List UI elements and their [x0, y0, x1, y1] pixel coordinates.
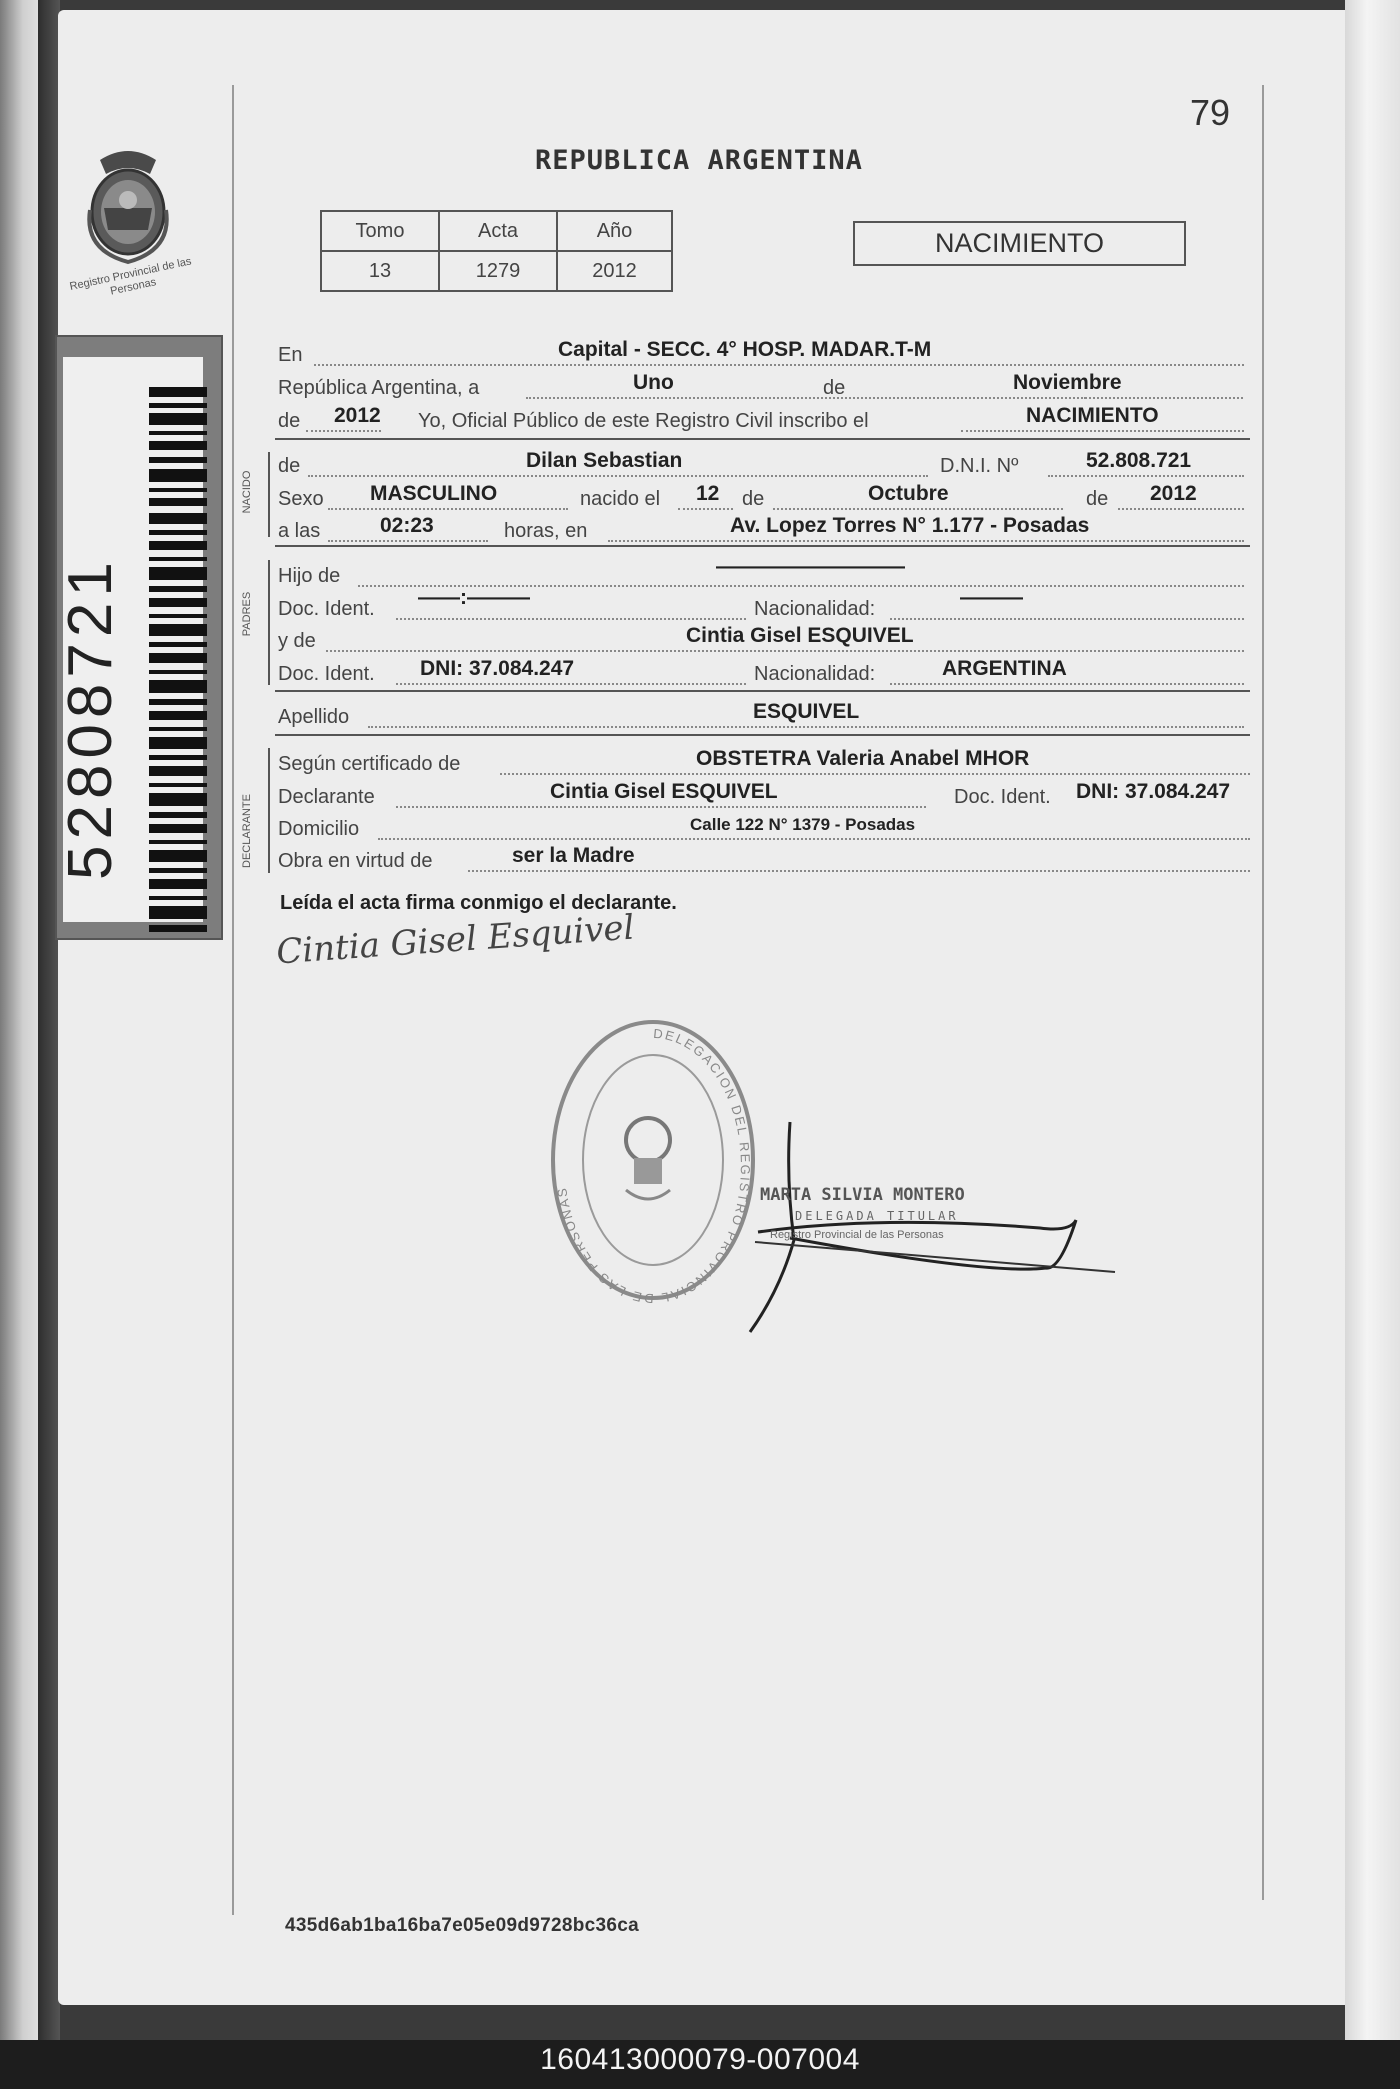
section-divider — [275, 734, 1250, 736]
field-label: República Argentina, a — [278, 377, 480, 399]
field-value-mother: Cintia Gisel ESQUIVEL — [686, 624, 914, 647]
field-row-certificado — [278, 747, 1253, 781]
field-label: Doc. Ident. — [954, 786, 1051, 808]
dotted-line — [500, 773, 1250, 775]
section-bracket — [268, 560, 270, 685]
dotted-line — [308, 475, 928, 477]
registry-table — [320, 210, 673, 292]
field-row-madre — [278, 624, 1248, 658]
field-label: de — [823, 377, 846, 399]
field-label: de — [278, 410, 301, 432]
dotted-line — [396, 806, 926, 808]
registry-header-acta: Acta — [439, 211, 557, 251]
dotted-line — [378, 838, 1250, 840]
document-title: REPUBLICA ARGENTINA — [535, 145, 863, 176]
field-row-doc2 — [278, 657, 1248, 691]
dotted-line — [678, 508, 733, 510]
field-row-declarante — [278, 780, 1253, 814]
previous-page-edge — [0, 0, 38, 2040]
field-value-sexo: MASCULINO — [370, 482, 498, 505]
field-row-doc1 — [278, 586, 1248, 626]
dotted-line — [368, 726, 1244, 728]
field-label: Declarante — [278, 786, 375, 808]
dotted-line — [328, 508, 568, 510]
dotted-line — [853, 397, 1243, 399]
field-label: En — [278, 344, 303, 366]
certificate-page — [58, 10, 1370, 2005]
field-value-month: Noviembre — [1013, 371, 1122, 394]
provincial-seal-icon — [78, 140, 178, 270]
field-value-address: Calle 122 N° 1379 - Posadas — [690, 815, 916, 834]
field-value-mother-doc: DNI: 37.084.247 — [420, 657, 575, 680]
field-label: nacido el — [580, 488, 661, 510]
field-label: Según certificado de — [278, 753, 461, 775]
registry-table-header-row — [321, 211, 672, 251]
field-value-mother-nationality: ARGENTINA — [942, 657, 1067, 680]
dotted-line — [396, 683, 746, 685]
field-row-nombre — [278, 449, 1248, 483]
dotted-line — [396, 618, 746, 620]
field-value-surname: ESQUIVEL — [753, 700, 860, 723]
field-value-birthplace: Av. Lopez Torres N° 1.177 - Posadas — [730, 514, 1090, 537]
field-row-sexo — [278, 482, 1248, 516]
side-label-padres: PADRES — [241, 591, 253, 637]
right-margin-line — [1262, 85, 1264, 1900]
section-divider — [275, 438, 1250, 440]
record-type-box: NACIMIENTO — [853, 221, 1186, 266]
field-label: a las — [278, 520, 321, 542]
field-row-year — [278, 404, 1248, 438]
seal-caption: Registro Provincial de las Personas — [68, 255, 193, 298]
svg-text:DELEGACION DEL REGISTRO PROVIN: DELEGACION DEL REGISTRO PROVINCIAL DE LAS PERSONAS — [554, 1025, 754, 1303]
dotted-line — [890, 683, 1244, 685]
field-label: de — [278, 455, 301, 477]
field-label: Nacionalidad: — [754, 598, 876, 620]
field-value-record: NACIMIENTO — [1026, 404, 1159, 427]
field-label: Doc. Ident. — [278, 663, 375, 685]
field-row-apellido — [278, 700, 1248, 734]
field-label: Hijo de — [278, 565, 341, 587]
registry-value-tomo: 13 — [321, 251, 439, 291]
field-value-father-nationality: ——— — [960, 586, 1023, 609]
dotted-line — [773, 508, 1063, 510]
side-label-nacido: NACIDO — [241, 470, 253, 514]
field-label: Yo, Oficial Público de este Registro Civil inscribo el — [418, 410, 869, 432]
section-bracket — [268, 748, 270, 873]
field-row-obra — [278, 844, 1253, 878]
barcode-number: 52808721 — [56, 556, 125, 880]
field-label: Doc. Ident. — [278, 598, 375, 620]
dotted-line — [314, 364, 1244, 366]
official-stamp-icon — [548, 1018, 758, 1303]
field-label: Obra en virtud de — [278, 850, 433, 872]
field-row-hora — [278, 514, 1248, 548]
dotted-line — [890, 618, 1244, 620]
field-label: horas, en — [504, 520, 588, 542]
field-value-birth-month: Octubre — [868, 482, 949, 505]
next-pages-edge — [1345, 0, 1400, 2040]
field-label: Apellido — [278, 706, 350, 728]
field-value-father-doc: ——:——— — [418, 586, 530, 609]
svg-text:MARTA SILVIA MONTERO: MARTA SILVIA MONTERO — [760, 1185, 965, 1205]
dotted-line — [328, 540, 488, 542]
registry-table-value-row — [321, 251, 672, 291]
field-label: Nacionalidad: — [754, 663, 876, 685]
svg-text:Registro Provincial de las Per: Registro Provincial de las Personas — [770, 1229, 944, 1241]
field-row-domicilio — [278, 815, 1253, 846]
field-value-dni: 52.808.721 — [1086, 449, 1192, 472]
field-label: de — [742, 488, 765, 510]
page-number: 79 — [1190, 92, 1231, 133]
field-row-republica — [278, 371, 1248, 405]
field-value-day: Uno — [633, 371, 674, 394]
field-value-role: ser la Madre — [512, 844, 635, 867]
section-bracket — [268, 452, 270, 537]
declarant-signature: Cintia Gisel Esquivel — [275, 907, 636, 973]
field-value-birth-year: 2012 — [1150, 482, 1197, 505]
field-value-place: Capital - SECC. 4° HOSP. MADAR.T-M — [558, 338, 932, 361]
field-value-time: 02:23 — [380, 514, 434, 537]
field-row-en — [278, 338, 1248, 372]
dotted-line — [608, 540, 1244, 542]
registry-header-tomo: Tomo — [321, 211, 439, 251]
field-value-year: 2012 — [334, 404, 381, 427]
field-value-certifier: OBSTETRA Valeria Anabel MHOR — [696, 747, 1030, 770]
field-value-father: ————————— — [716, 555, 905, 578]
left-margin-line — [232, 85, 234, 1915]
registry-value-acta: 1279 — [439, 251, 557, 291]
barcode-icon — [149, 387, 207, 932]
dotted-line — [326, 650, 1244, 652]
official-signature-icon — [740, 1120, 1130, 1335]
dotted-line — [1118, 508, 1244, 510]
registry-header-ano: Año — [557, 211, 672, 251]
field-label: D.N.I. Nº — [940, 455, 1019, 477]
field-label: de — [1086, 488, 1109, 510]
field-label: Domicilio — [278, 818, 360, 840]
dotted-line — [306, 430, 381, 432]
field-value-name: Dilan Sebastian — [526, 449, 683, 472]
svg-text:DELEGADA TITULAR: DELEGADA TITULAR — [795, 1209, 959, 1223]
dotted-line — [1048, 475, 1244, 477]
side-label-declarante: DECLARANTE — [241, 794, 253, 868]
field-label: y de — [278, 630, 316, 652]
field-label: Sexo — [278, 488, 324, 510]
dotted-line — [468, 870, 1250, 872]
field-value-declarant-doc: DNI: 37.084.247 — [1076, 780, 1231, 803]
field-value-birth-day: 12 — [696, 482, 720, 505]
scan-code: 160413000079-007004 — [540, 2043, 860, 2076]
registry-value-ano: 2012 — [557, 251, 672, 291]
dotted-line — [961, 430, 1244, 432]
closing-statement: Leída el acta firma conmigo el declarante. — [280, 892, 677, 914]
document-hash: 435d6ab1ba16ba7e05e09d9728bc36ca — [285, 1915, 639, 1936]
field-value-declarant: Cintia Gisel ESQUIVEL — [550, 780, 778, 803]
